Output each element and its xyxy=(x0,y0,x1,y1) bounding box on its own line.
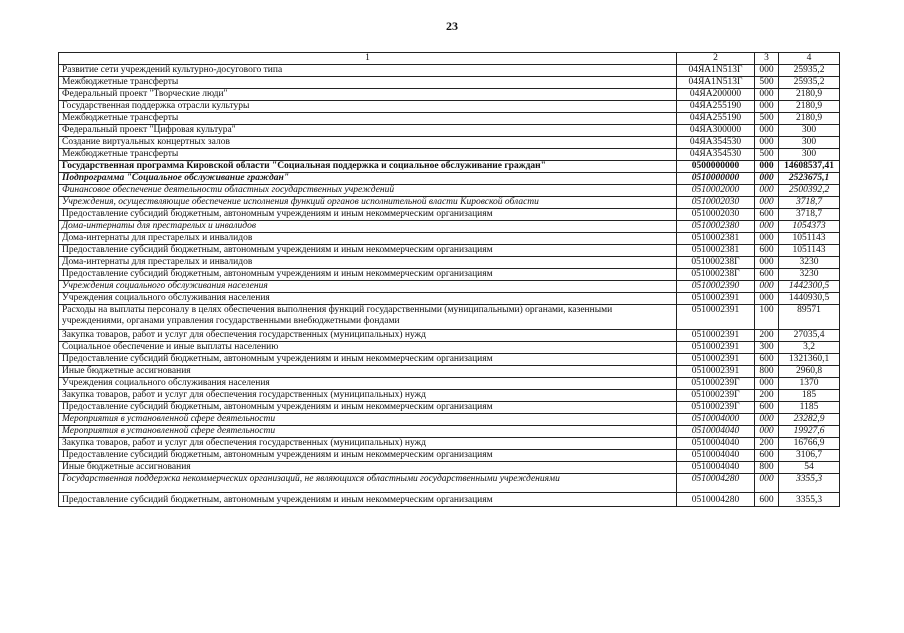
row-type-cell: 000 xyxy=(755,197,779,209)
row-name-cell: Мероприятия в установленной сфере деятельности xyxy=(59,426,677,438)
row-code-cell: 0510002391 xyxy=(677,330,755,342)
row-amount-cell: 3718,7 xyxy=(779,209,840,221)
row-code-cell: 0510002381 xyxy=(677,233,755,245)
table-row xyxy=(59,366,840,378)
row-name-cell: Государственная поддержка некоммерческих организаций, не являющихся областными государственными учреждениями xyxy=(59,474,677,493)
row-amount-cell: 27035,4 xyxy=(779,330,840,342)
table-row xyxy=(59,233,840,245)
row-code-cell: 0510004040 xyxy=(677,462,755,474)
row-amount-cell: 3,2 xyxy=(779,342,840,354)
row-amount-cell: 300 xyxy=(779,149,840,161)
row-type-cell: 200 xyxy=(755,330,779,342)
column-header-4: 4 xyxy=(779,53,840,65)
table-row xyxy=(59,354,840,366)
row-amount-cell: 23282,9 xyxy=(779,414,840,426)
row-amount-cell: 185 xyxy=(779,390,840,402)
row-code-cell: 0510002391 xyxy=(677,293,755,305)
row-type-cell: 600 xyxy=(755,402,779,414)
table-row xyxy=(59,493,840,507)
row-type-cell: 000 xyxy=(755,65,779,77)
table-row xyxy=(59,185,840,197)
row-code-cell: 0510002391 xyxy=(677,305,755,330)
row-code-cell: 0510002380 xyxy=(677,221,755,233)
row-name-cell: Финансовое обеспечение деятельности областных государственных учреждений xyxy=(59,185,677,197)
table-row xyxy=(59,281,840,293)
row-code-cell: 0510002391 xyxy=(677,354,755,366)
row-type-cell: 600 xyxy=(755,354,779,366)
row-amount-cell: 2960,8 xyxy=(779,366,840,378)
table-row xyxy=(59,390,840,402)
table-row xyxy=(59,89,840,101)
table-row xyxy=(59,378,840,390)
row-name-cell: Государственная программа Кировской области "Социальная поддержка и социальное обслуживание граждан" xyxy=(59,161,677,173)
row-name-cell: Предоставление субсидий бюджетным, автономным учреждениям и иным некоммерческим организациям xyxy=(59,493,677,507)
table-body xyxy=(59,65,840,507)
row-name-cell: Иные бюджетные ассигнования xyxy=(59,462,677,474)
row-type-cell: 500 xyxy=(755,149,779,161)
row-name-cell: Учреждения социального обслуживания населения xyxy=(59,281,677,293)
row-code-cell: 051000238Г xyxy=(677,257,755,269)
row-name-cell: Закупка товаров, работ и услуг для обеспечения государственных (муниципальных) нужд xyxy=(59,390,677,402)
row-type-cell: 800 xyxy=(755,462,779,474)
row-code-cell: 04ЯА300000 xyxy=(677,125,755,137)
row-code-cell: 0510004280 xyxy=(677,493,755,507)
table-row xyxy=(59,402,840,414)
row-type-cell: 000 xyxy=(755,137,779,149)
row-type-cell: 000 xyxy=(755,173,779,185)
table-row xyxy=(59,65,840,77)
row-code-cell: 04ЯА255190 xyxy=(677,101,755,113)
row-type-cell: 600 xyxy=(755,209,779,221)
row-code-cell: 0510004280 xyxy=(677,474,755,493)
table-row xyxy=(59,245,840,257)
row-code-cell: 0510004040 xyxy=(677,438,755,450)
row-amount-cell: 1321360,1 xyxy=(779,354,840,366)
row-amount-cell: 19927,6 xyxy=(779,426,840,438)
row-type-cell: 000 xyxy=(755,233,779,245)
row-name-cell: Федеральный проект "Творческие люди" xyxy=(59,89,677,101)
table-header-row xyxy=(59,53,840,65)
column-header-2: 2 xyxy=(677,53,755,65)
row-type-cell: 500 xyxy=(755,77,779,89)
table-row xyxy=(59,209,840,221)
table-row xyxy=(59,101,840,113)
row-code-cell: 0510004040 xyxy=(677,450,755,462)
row-type-cell: 000 xyxy=(755,378,779,390)
row-name-cell: Предоставление субсидий бюджетным, автономным учреждениям и иным некоммерческим организациям xyxy=(59,402,677,414)
row-type-cell: 200 xyxy=(755,438,779,450)
row-amount-cell: 14608537,41 xyxy=(779,161,840,173)
table-row xyxy=(59,305,840,330)
row-amount-cell: 1185 xyxy=(779,402,840,414)
row-type-cell: 000 xyxy=(755,293,779,305)
row-type-cell: 200 xyxy=(755,390,779,402)
row-amount-cell: 1442300,5 xyxy=(779,281,840,293)
row-name-cell: Предоставление субсидий бюджетным, автономным учреждениям и иным некоммерческим организациям xyxy=(59,245,677,257)
row-amount-cell: 300 xyxy=(779,125,840,137)
row-amount-cell: 3355,3 xyxy=(779,493,840,507)
row-type-cell: 000 xyxy=(755,414,779,426)
row-type-cell: 000 xyxy=(755,101,779,113)
row-amount-cell: 300 xyxy=(779,137,840,149)
row-type-cell: 000 xyxy=(755,281,779,293)
table-row xyxy=(59,173,840,185)
row-type-cell: 000 xyxy=(755,125,779,137)
row-name-cell: Предоставление субсидий бюджетным, автономным учреждениям и иным некоммерческим организациям xyxy=(59,450,677,462)
table-row xyxy=(59,197,840,209)
table-row xyxy=(59,342,840,354)
row-type-cell: 300 xyxy=(755,342,779,354)
row-code-cell: 051000239Г xyxy=(677,390,755,402)
row-amount-cell: 89571 xyxy=(779,305,840,330)
row-code-cell: 04ЯА1N513Г xyxy=(677,77,755,89)
row-name-cell: Социальное обеспечение и иные выплаты населению xyxy=(59,342,677,354)
row-amount-cell: 1054373 xyxy=(779,221,840,233)
row-name-cell: Расходы на выплаты персоналу в целях обеспечения выполнения функций государственными (муниципальными) органами, казенными учреждениями, органами управления государственными внебюджетными фондами xyxy=(59,305,677,330)
row-name-cell: Развитие сети учреждений культурно-досугового типа xyxy=(59,65,677,77)
row-name-cell: Иные бюджетные ассигнования xyxy=(59,366,677,378)
row-name-cell: Закупка товаров, работ и услуг для обеспечения государственных (муниципальных) нужд xyxy=(59,330,677,342)
column-header-1: 1 xyxy=(59,53,677,65)
table-row xyxy=(59,426,840,438)
row-type-cell: 800 xyxy=(755,366,779,378)
row-code-cell: 0510002030 xyxy=(677,197,755,209)
row-code-cell: 0500000000 xyxy=(677,161,755,173)
table-row xyxy=(59,474,840,493)
row-name-cell: Межбюджетные трансферты xyxy=(59,149,677,161)
row-name-cell: Мероприятия в установленной сфере деятельности xyxy=(59,414,677,426)
row-name-cell: Дома-интернаты для престарелых и инвалидов xyxy=(59,257,677,269)
row-type-cell: 000 xyxy=(755,426,779,438)
row-amount-cell: 3230 xyxy=(779,257,840,269)
row-name-cell: Дома-интернаты для престарелых и инвалидов xyxy=(59,221,677,233)
row-name-cell: Учреждения социального обслуживания населения xyxy=(59,378,677,390)
row-code-cell: 051000239Г xyxy=(677,378,755,390)
row-code-cell: 0510002030 xyxy=(677,209,755,221)
row-name-cell: Предоставление субсидий бюджетным, автономным учреждениям и иным некоммерческим организациям xyxy=(59,354,677,366)
page-number: 23 xyxy=(446,19,458,33)
row-type-cell: 000 xyxy=(755,257,779,269)
table-row xyxy=(59,113,840,125)
table-row xyxy=(59,77,840,89)
row-type-cell: 600 xyxy=(755,245,779,257)
table-row xyxy=(59,125,840,137)
row-code-cell: 0510002390 xyxy=(677,281,755,293)
table-row xyxy=(59,269,840,281)
row-code-cell: 0510002391 xyxy=(677,366,755,378)
row-amount-cell: 3718,7 xyxy=(779,197,840,209)
row-type-cell: 500 xyxy=(755,113,779,125)
row-type-cell: 600 xyxy=(755,450,779,462)
row-amount-cell: 2523675,1 xyxy=(779,173,840,185)
table-row xyxy=(59,330,840,342)
table-row xyxy=(59,161,840,173)
row-type-cell: 000 xyxy=(755,161,779,173)
row-code-cell: 0510002381 xyxy=(677,245,755,257)
table-row xyxy=(59,462,840,474)
row-code-cell: 0510004000 xyxy=(677,414,755,426)
row-amount-cell: 3106,7 xyxy=(779,450,840,462)
row-amount-cell: 1440930,5 xyxy=(779,293,840,305)
row-amount-cell: 1051143 xyxy=(779,233,840,245)
row-name-cell: Подпрограмма "Социальное обслуживание граждан" xyxy=(59,173,677,185)
row-amount-cell: 2180,9 xyxy=(779,113,840,125)
row-name-cell: Создание виртуальных концертных залов xyxy=(59,137,677,149)
row-type-cell: 000 xyxy=(755,221,779,233)
row-amount-cell: 54 xyxy=(779,462,840,474)
row-code-cell: 04ЯА200000 xyxy=(677,89,755,101)
row-code-cell: 0510004040 xyxy=(677,426,755,438)
row-amount-cell: 2500392,2 xyxy=(779,185,840,197)
row-name-cell: Предоставление субсидий бюджетным, автономным учреждениям и иным некоммерческим организациям xyxy=(59,209,677,221)
table-row xyxy=(59,414,840,426)
budget-table xyxy=(58,52,840,507)
table-row xyxy=(59,450,840,462)
row-name-cell: Закупка товаров, работ и услуг для обеспечения государственных (муниципальных) нужд xyxy=(59,438,677,450)
row-amount-cell: 3355,3 xyxy=(779,474,840,493)
row-name-cell: Предоставление субсидий бюджетным, автономным учреждениям и иным некоммерческим организациям xyxy=(59,269,677,281)
row-code-cell: 0510000000 xyxy=(677,173,755,185)
row-amount-cell: 2180,9 xyxy=(779,101,840,113)
row-name-cell: Дома-интернаты для престарелых и инвалидов xyxy=(59,233,677,245)
table-row xyxy=(59,438,840,450)
row-type-cell: 000 xyxy=(755,474,779,493)
row-code-cell: 0510002000 xyxy=(677,185,755,197)
row-type-cell: 000 xyxy=(755,89,779,101)
row-type-cell: 100 xyxy=(755,305,779,330)
row-amount-cell: 3230 xyxy=(779,269,840,281)
row-amount-cell: 2180,9 xyxy=(779,89,840,101)
row-amount-cell: 1370 xyxy=(779,378,840,390)
row-amount-cell: 16766,9 xyxy=(779,438,840,450)
column-header-3: 3 xyxy=(755,53,779,65)
row-code-cell: 04ЯА255190 xyxy=(677,113,755,125)
row-type-cell: 600 xyxy=(755,493,779,507)
row-code-cell: 04ЯА354530 xyxy=(677,137,755,149)
row-type-cell: 600 xyxy=(755,269,779,281)
row-name-cell: Федеральный проект "Цифровая культура" xyxy=(59,125,677,137)
row-amount-cell: 25935,2 xyxy=(779,65,840,77)
row-code-cell: 051000239Г xyxy=(677,402,755,414)
row-name-cell: Межбюджетные трансферты xyxy=(59,77,677,89)
row-name-cell: Учреждения социального обслуживания населения xyxy=(59,293,677,305)
table-row xyxy=(59,293,840,305)
row-code-cell: 04ЯА354530 xyxy=(677,149,755,161)
row-code-cell: 0510002391 xyxy=(677,342,755,354)
row-code-cell: 051000238Г xyxy=(677,269,755,281)
table-row xyxy=(59,257,840,269)
row-code-cell: 04ЯА1N513Г xyxy=(677,65,755,77)
row-amount-cell: 1051143 xyxy=(779,245,840,257)
row-name-cell: Учреждения, осуществляющие обеспечение исполнения функций органов исполнительной власти Кировской области xyxy=(59,197,677,209)
table-row xyxy=(59,221,840,233)
row-name-cell: Государственная поддержка отрасли культуры xyxy=(59,101,677,113)
table-row xyxy=(59,137,840,149)
row-amount-cell: 25935,2 xyxy=(779,77,840,89)
table-row xyxy=(59,149,840,161)
row-type-cell: 000 xyxy=(755,185,779,197)
row-name-cell: Межбюджетные трансферты xyxy=(59,113,677,125)
